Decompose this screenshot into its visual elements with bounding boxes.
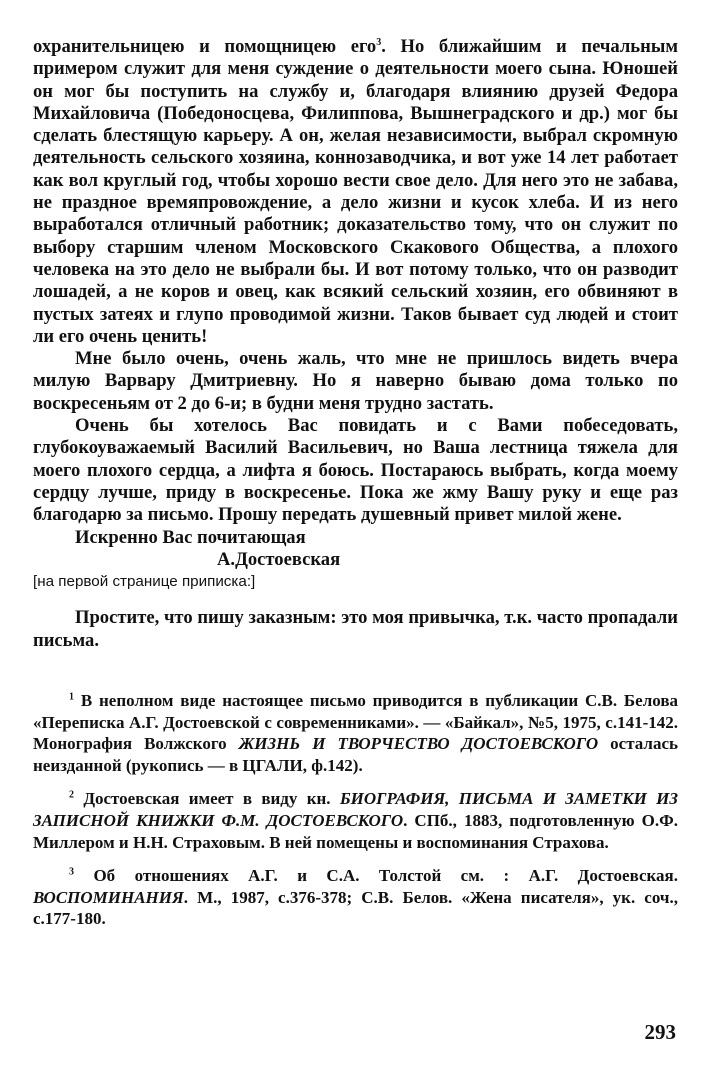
footnote-3 [33,865,678,930]
paragraph-3: Очень бы хотелось Вас повидать и с Вами побеседовать, глубокоуважаемый Василий Васильевич, но Ваша лестница тяжела для моего плохого сердца, а лифта я боюсь. Постараюсь выбрать, когда моему сердцу лучше, приду в воскресенье. Пока же жму Вашу руку и еще раз благодарю за письмо. Прошу передать душевный привет милой жене. [33,415,678,526]
letter-body [33,36,678,652]
editor-note: [на первой странице приписка:] [33,573,256,591]
postscript: Простите, что пишу заказным: это моя привычка, т.к. часто пропадали письма. [33,607,678,651]
footnote-title: ЖИЗНЬ И ТВОРЧЕСТВО ДОСТОЕВСКОГО [238,734,599,754]
footnote-number: 2 [69,789,74,801]
footnote-text-cont: осталась неизданной (рукопись — в ЦГАЛИ, ф.142). [33,734,679,775]
footnote-number: 1 [69,691,74,703]
footnote-ref-3: 3 [376,36,382,48]
footnote-text-cont: . М., 1987, с.376-378; С.В. Белов. «Жена писателя», ук. соч., с.177-180. [33,887,678,929]
paragraph-1 [33,36,678,348]
footnote-title: ВОСПОМИНАНИЯ [33,887,184,907]
footnote-title: БИОГРАФИЯ, ПИСЬМА И ЗАМЕТКИ ИЗ ЗАПИСНОЙ КНИЖКИ Ф.М. ДОСТОЕВСКОГО [33,789,679,830]
footnote-text: Достоевская имеет в виду кн. [83,789,340,809]
book-page [33,36,678,942]
page-number: 293 [644,1020,676,1044]
footnote-1 [33,690,678,776]
footnote-text: В неполном виде настоящее письмо приводится в публикации С.В. Белова «Переписка А.Г. Достоевской с современниками». — «Байкал», №5, 1975, с.141-142. Монография Волжского [33,691,678,754]
footnote-text-cont: . СПб., 1883, подготовленную О.Ф. Миллером и Н.Н. Страховым. В ней помещены и воспоминания Страхова. [33,810,678,852]
footnote-2 [33,788,678,853]
signature: А.Достоевская [217,548,341,570]
paragraph-2: Мне было очень, очень жаль, что мне не пришлось видеть вчера милую Варвару Дмитриевну. Но я наверно бываю дома только по воскресеньям от 2 до 6-и; в будни меня трудно застать. [33,348,678,414]
footnote-text: Об отношениях А.Г. и С.А. Толстой см. : А.Г. Достоевская. [93,866,678,886]
footnote-number: 3 [69,866,74,878]
paragraph-1-text: охранительницею и помощницею его [33,36,377,57]
footnotes [33,690,678,930]
closing-line: Искренно Вас почитающая [75,526,306,548]
paragraph-1-text-cont: . Но ближайшим и печальным примером служит для меня суждение о деятельности моего сына. Юношей он мог бы поступить на службу и, благодаря влиянию друзей Федора Михайловича (Победоносцева, Филиппова, Вышнеградского и др.) мог бы сделать блестящую карьеру. А он, желая независимости, выбрал скромную деятельность сельского хозяина, коннозаводчика, и вот уже 14 лет работает как вол круглый год, чтобы хорошо вести свое дело. Для него это не забава, не праздное времяпровождение, а дело жизни и кусок хлеба. И из него выработался отличный работник; доказательство тому, что он служит по выбору старшим членом Московского Скакового Общества, а плохого человека на это дело не выбрали бы. И вот потому только, что он разводит лошадей, а не коров и овец, как всякий сельский хозяин, его обвиняют в пустых затеях и глупо проводимой жизни. Таков бывает суд людей и стоит ли его очень ценить! [33,36,678,347]
